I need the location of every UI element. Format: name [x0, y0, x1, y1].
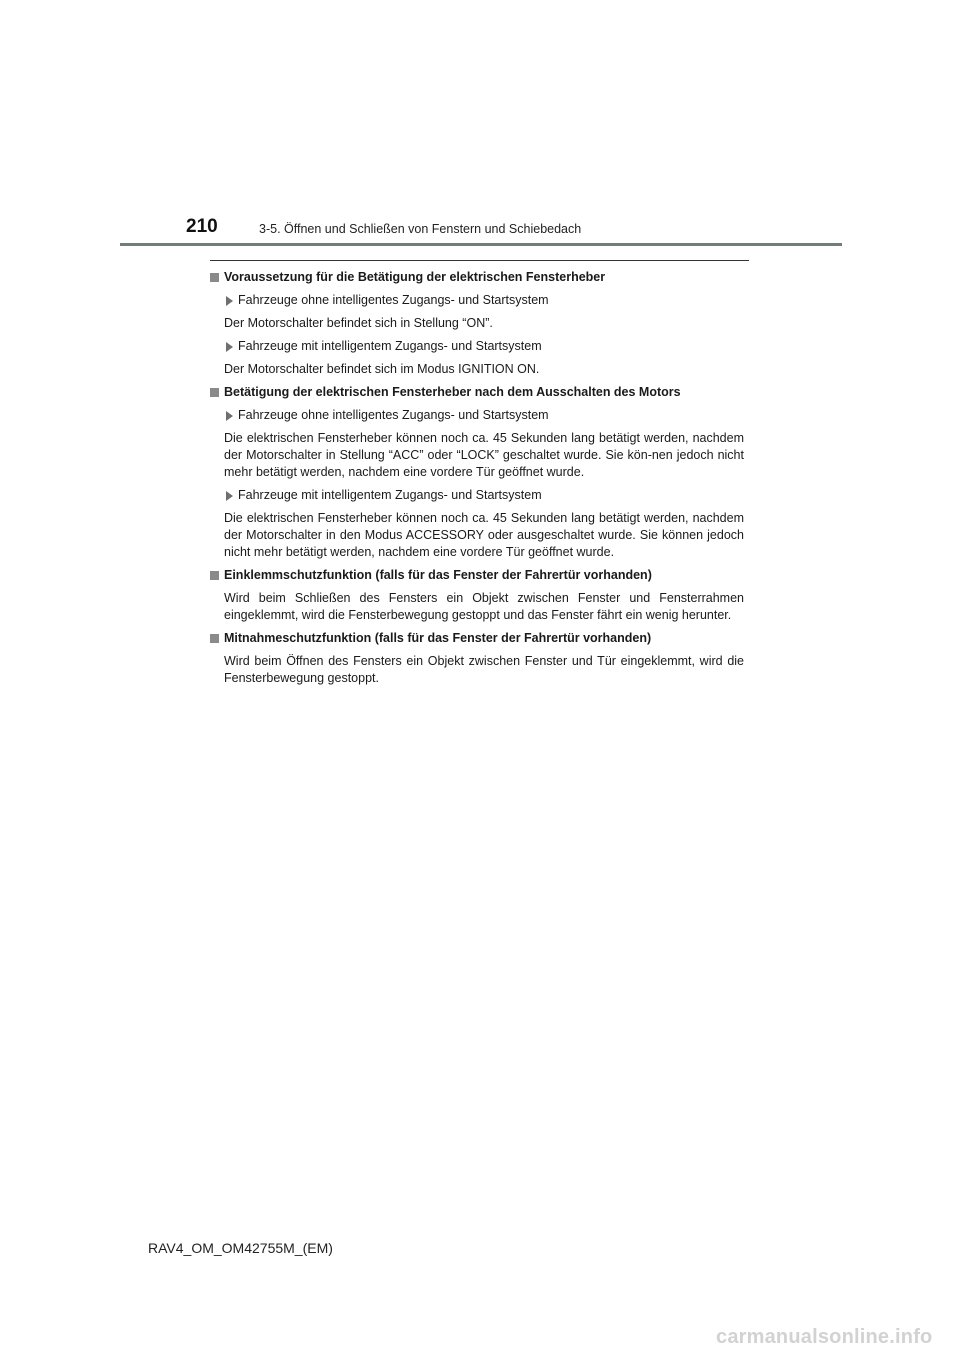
header-divider [120, 243, 842, 246]
section-title: 3-5. Öffnen und Schließen von Fenstern und Schiebedach [259, 222, 582, 236]
vehicle-variant-label: Fahrzeuge ohne intelligentes Zugangs- und Startsystem [238, 408, 549, 422]
page-number: 210 [186, 216, 218, 237]
manual-code: RAV4_OM_OM42755M_(EM) [148, 1240, 333, 1256]
body-paragraph: Der Motorschalter befindet sich in Stellung “ON”. [224, 316, 493, 330]
section-heading [210, 630, 744, 647]
vehicle-variant-label: Fahrzeuge mit intelligentem Zugangs- und Startsystem [238, 488, 542, 502]
manual-content [210, 269, 744, 693]
triangle-bullet-icon [226, 491, 233, 501]
section-heading-text: Betätigung der elektrischen Fensterheber nach dem Ausschalten des Motors [224, 385, 681, 399]
body-paragraph: Die elektrischen Fensterheber können noch ca. 45 Sekunden lang betätigt werden, nachdem der Motorschalter in den Modus ACCESSORY oder ausgeschaltet wurde. Sie können jedoch nicht mehr betätigt werden, nachdem eine vordere Tür geöffnet wurde. [224, 511, 744, 559]
section-heading-text: Voraussetzung für die Betätigung der elektrischen Fensterheber [224, 270, 606, 284]
content-divider [210, 260, 749, 261]
section-heading [210, 269, 744, 286]
square-bullet-icon [210, 273, 219, 282]
vehicle-variant-item [210, 407, 744, 424]
vehicle-variant-label: Fahrzeuge mit intelligentem Zugangs- und Startsystem [238, 339, 542, 353]
section-heading [210, 567, 744, 584]
vehicle-variant-label: Fahrzeuge ohne intelligentes Zugangs- und Startsystem [238, 293, 549, 307]
triangle-bullet-icon [226, 342, 233, 352]
body-paragraph: Wird beim Schließen des Fensters ein Objekt zwischen Fenster und Fensterrahmen eingeklemmt, wird die Fensterbewegung gestoppt und das Fenster fährt ein wenig herunter. [224, 591, 744, 622]
square-bullet-icon [210, 388, 219, 397]
body-paragraph: Der Motorschalter befindet sich im Modus IGNITION ON. [224, 362, 540, 376]
section-heading-text: Einklemmschutzfunktion (falls für das Fenster der Fahrertür vorhanden) [224, 568, 652, 582]
body-paragraph: Die elektrischen Fensterheber können noch ca. 45 Sekunden lang betätigt werden, nachdem der Motorschalter in Stellung “ACC” oder “LOCK” geschaltet wurde. Sie kön-nen jedoch nicht mehr betätigt werden, nachdem eine vordere Tür geöffnet wurde. [224, 431, 744, 479]
triangle-bullet-icon [226, 411, 233, 421]
square-bullet-icon [210, 571, 219, 580]
section-heading-text: Mitnahmeschutzfunktion (falls für das Fenster der Fahrertür vorhanden) [224, 631, 652, 645]
vehicle-variant-item [210, 292, 744, 309]
vehicle-variant-item [210, 487, 744, 504]
watermark: carmanualsonline.info [716, 1326, 933, 1348]
square-bullet-icon [210, 634, 219, 643]
body-paragraph: Wird beim Öffnen des Fensters ein Objekt zwischen Fenster und Tür eingeklemmt, wird die Fensterbewegung gestoppt. [224, 654, 744, 685]
vehicle-variant-item [210, 338, 744, 355]
section-heading [210, 384, 744, 401]
triangle-bullet-icon [226, 296, 233, 306]
